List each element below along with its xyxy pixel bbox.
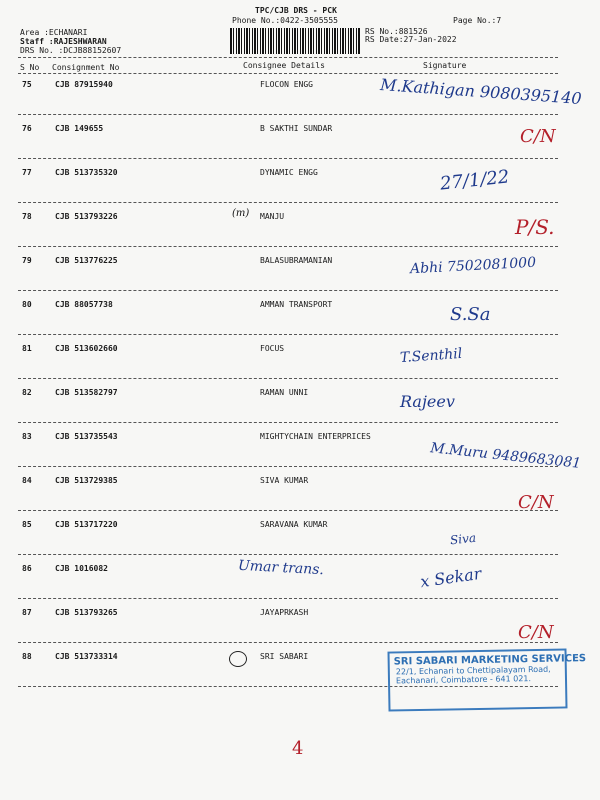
row-consignee: DYNAMIC ENGG	[260, 168, 318, 177]
row-consignment: CJB 513735320	[55, 168, 118, 177]
col-signature: Signature	[423, 61, 467, 70]
row-divider	[18, 158, 558, 159]
row-consignee: SARAVANA KUMAR	[260, 520, 328, 529]
row-divider	[18, 598, 558, 599]
phone-number: Phone No.:0422-3505555	[232, 16, 338, 25]
row-consignee: MIGHTYCHAIN ENTERPRICES	[260, 432, 371, 441]
page-number-label: Page No.:7	[453, 16, 502, 25]
row-sno: 83	[22, 432, 32, 441]
row-consignee: JAYAPRKASH	[260, 608, 309, 617]
table-row	[0, 388, 600, 430]
row-consignment: CJB 513582797	[55, 388, 118, 397]
table-row	[0, 168, 600, 210]
row-divider	[18, 422, 558, 423]
report-title: TPC/CJB DRS - PCK	[255, 6, 337, 15]
row-divider	[18, 378, 558, 379]
row-sno: 80	[22, 300, 32, 309]
circled-mark	[229, 651, 247, 667]
row-consignment: CJB 513717220	[55, 520, 118, 529]
drs-number: DRS No. :DCJB88152607	[20, 46, 122, 55]
row-consignment: CJB 149655	[55, 124, 104, 133]
rs-number: RS No.:881526	[365, 27, 428, 36]
signature-row-86: Umar trans.	[237, 557, 325, 579]
signature-row-85: Siva	[449, 530, 477, 548]
table-row	[0, 476, 600, 518]
row-consignee: SIVA KUMAR	[260, 476, 309, 485]
col-consignment: Consignment No	[52, 63, 120, 72]
row-consignment: CJB 513733314	[55, 652, 118, 661]
table-row	[0, 124, 600, 166]
row-divider	[18, 114, 558, 115]
row-consignee: AMMAN TRANSPORT	[260, 300, 333, 309]
row-divider	[18, 642, 558, 643]
table-row	[0, 300, 600, 342]
signature-row-76: C/N	[520, 126, 556, 147]
signature-row-75: M.Kathigan 9080395140	[379, 74, 583, 109]
stamp-company-name: SRI SABARI MARKETING SERVICES	[393, 653, 587, 668]
row-sno: 77	[22, 168, 32, 177]
row-sno: 82	[22, 388, 32, 397]
row-consignment: CJB 513602660	[55, 344, 118, 353]
header-divider	[18, 57, 558, 58]
signature-row-87: C/N	[518, 622, 554, 643]
row-divider	[18, 202, 558, 203]
col-sno: S No	[20, 63, 40, 72]
row-consignment: CJB 1016082	[55, 564, 108, 573]
row-consignment: CJB 513729385	[55, 476, 118, 485]
company-stamp	[387, 648, 587, 711]
signature-row-78: P/S.	[515, 215, 555, 239]
table-row	[0, 212, 600, 254]
row-consignment: CJB 513776225	[55, 256, 118, 265]
stamp-address-line-1: 22/1, Echanari to Chettipalayam Road,	[395, 664, 551, 677]
row-consignment: CJB 88057738	[55, 300, 113, 309]
signature-row-79: Abhi 7502081000	[409, 254, 537, 278]
signature-row-82: Rajeev	[400, 392, 455, 411]
table-row	[0, 344, 600, 386]
row-sno: 79	[22, 256, 32, 265]
row-sno: 84	[22, 476, 32, 485]
rs-date: RS Date:27-Jan-2022	[365, 35, 457, 44]
row-consignee: BALASUBRAMANIAN	[260, 256, 333, 265]
row-sno: 81	[22, 344, 32, 353]
row-consignment: CJB 513793265	[55, 608, 118, 617]
signature-row-84: C/N	[518, 492, 554, 513]
handwritten-page-number: 4	[292, 738, 304, 759]
signature-row-86-extra: x Sekar	[418, 563, 483, 592]
signature-row-83: M.Muru 9489683081	[429, 440, 582, 472]
barcode-image	[230, 28, 360, 54]
table-row	[0, 520, 600, 562]
staff-label: Staff :RAJESHWARAN	[20, 37, 107, 46]
stamp-address-line-2: Eachanari, Coimbatore - 641 021.	[395, 674, 532, 686]
row-consignee: B SAKTHI SUNDAR	[260, 124, 333, 133]
row-divider	[18, 510, 558, 511]
col-consignee: Consignee Details	[243, 61, 325, 70]
row-consignment: CJB 513735543	[55, 432, 118, 441]
header-divider	[18, 73, 558, 74]
signature-row-77: 27/1/22	[439, 166, 511, 195]
row-sno: 76	[22, 124, 32, 133]
row-divider	[18, 554, 558, 555]
row-sno: 78	[22, 212, 32, 221]
signature-row-81: T.Senthil	[399, 345, 463, 367]
row-divider	[18, 290, 558, 291]
row-consignee: RAMAN UNNI	[260, 388, 309, 397]
row-sno: 85	[22, 520, 32, 529]
row-consignment: CJB 513793226	[55, 212, 118, 221]
row-consignee: FOCUS	[260, 344, 285, 353]
row-sno: 86	[22, 564, 32, 573]
row-divider	[18, 466, 558, 467]
row-sno: 75	[22, 80, 32, 89]
row-sno: 87	[22, 608, 32, 617]
manju-mark: (m)	[232, 208, 250, 219]
row-divider	[18, 334, 558, 335]
row-consignment: CJB 87915940	[55, 80, 113, 89]
table-row	[0, 608, 600, 650]
signature-row-80: S.Sa	[450, 304, 491, 325]
row-consignee: MANJU	[260, 212, 285, 221]
row-sno: 88	[22, 652, 32, 661]
area-label: Area :ECHANARI	[20, 28, 88, 37]
row-divider	[18, 246, 558, 247]
row-consignee: SRI SABARI	[260, 652, 309, 661]
row-consignee: FLOCON ENGG	[260, 80, 313, 89]
